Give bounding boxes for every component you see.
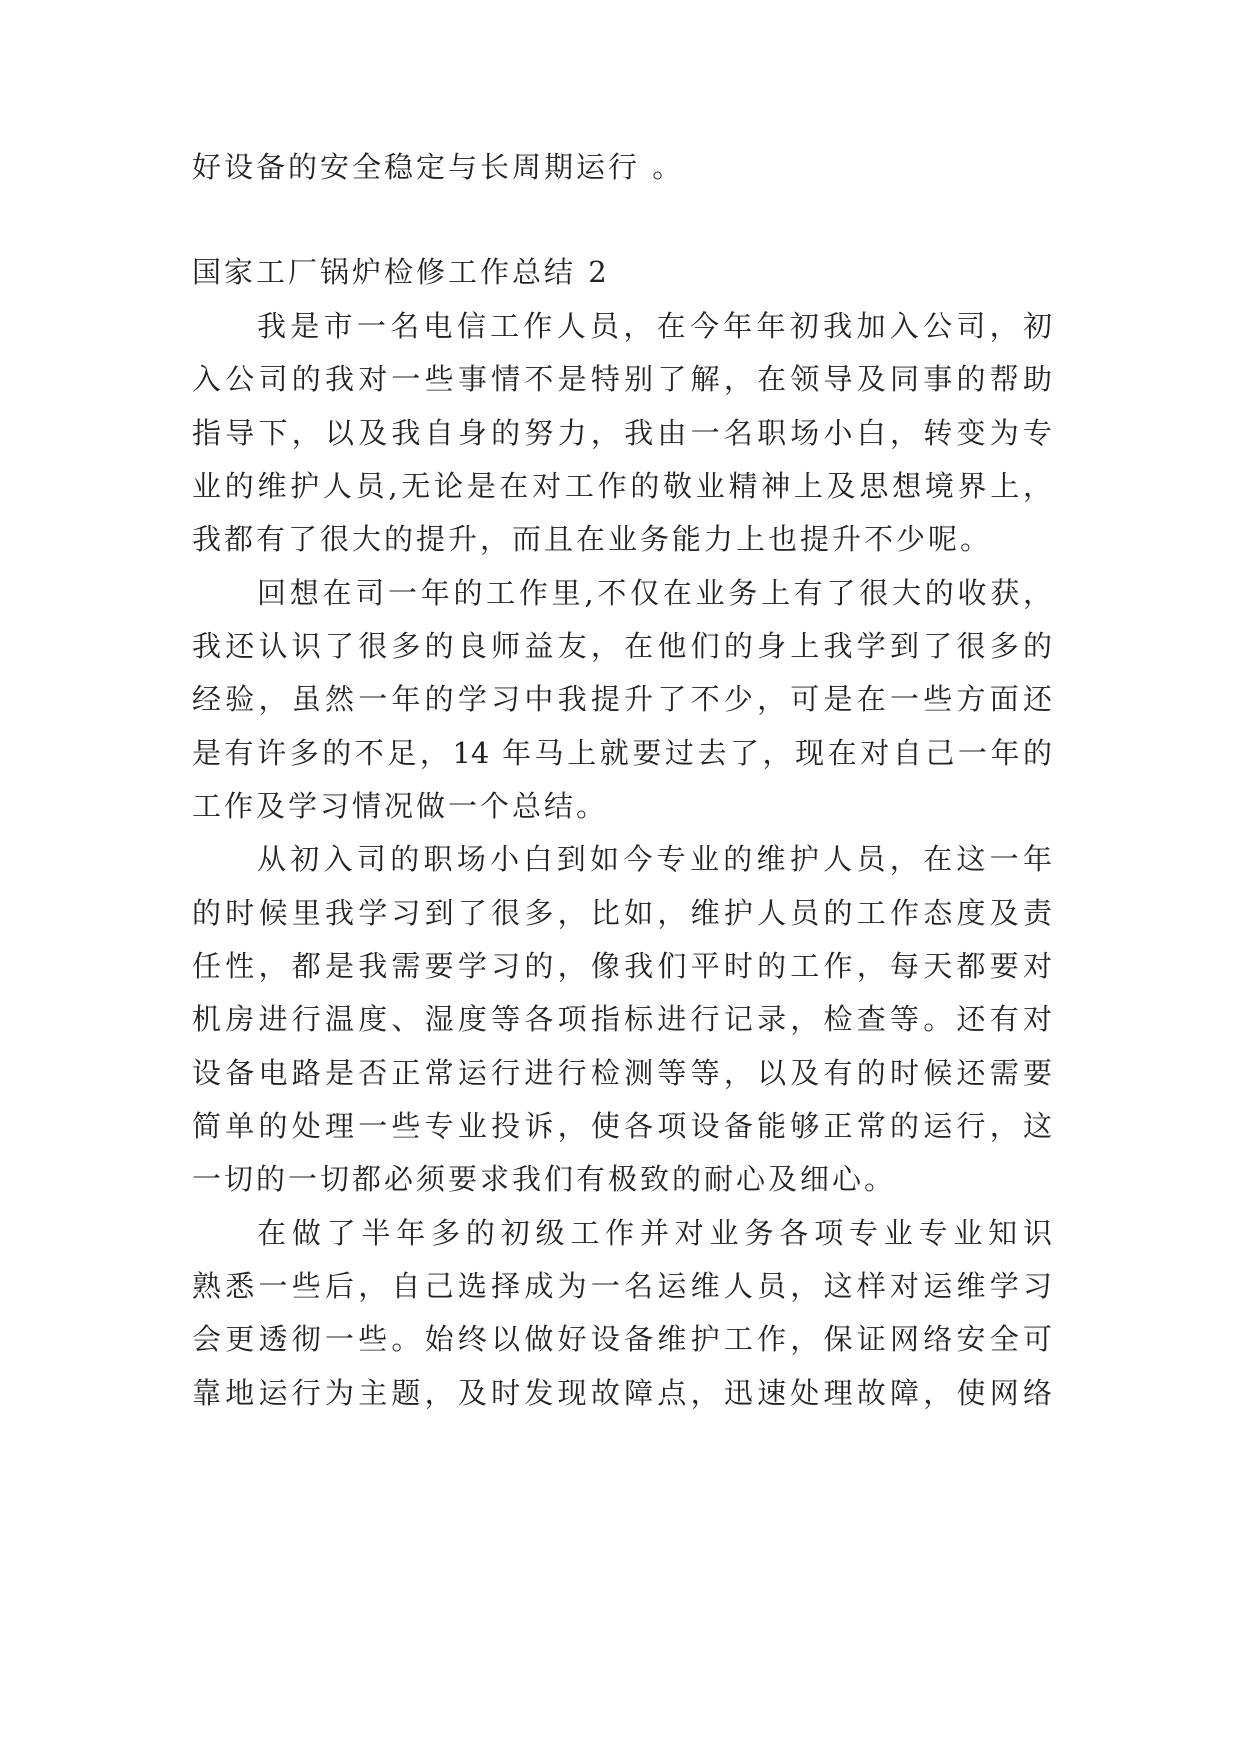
paragraph-2-line-3: 经验，虽然一年的学习中我提升了不少，可是在一些方面还 (192, 682, 1052, 716)
intro-line: 好设备的安全稳定与长周期运行 。 (192, 150, 685, 184)
section-heading: 国家工厂锅炉检修工作总结 2 (192, 255, 610, 289)
paragraph-2-line-5: 工作及学习情况做一个总结。 (192, 789, 609, 823)
paragraph-2-line-2: 我还认识了很多的良师益友，在他们的身上我学到了很多的 (192, 629, 1052, 663)
paragraph-3-line-2: 的时候里我学习到了很多，比如，维护人员的工作态度及责 (192, 896, 1052, 930)
paragraph-3-line-1: 从初入司的职场小白到如今专业的维护人员，在这一年 (257, 842, 1052, 876)
paragraph-1-line-2: 入公司的我对一些事情不是特别了解，在领导及同事的帮助 (192, 362, 1052, 396)
paragraph-4-line-4: 靠地运行为主题，及时发现故障点，迅速处理故障，使网络 (192, 1376, 1052, 1410)
paragraph-1-line-5: 我都有了很大的提升，而且在业务能力上也提升不少呢。 (192, 522, 993, 556)
paragraph-3-line-4: 机房进行温度、湿度等各项指标进行记录，检查等。还有对 (192, 1002, 1052, 1036)
paragraph-3-line-5: 设备电路是否正常运行进行检测等等，以及有的时候还需要 (192, 1056, 1052, 1090)
paragraph-3-line-7: 一切的一切都必须要求我们有极致的耐心及细心。 (192, 1162, 897, 1196)
paragraph-2-line-1: 回想在司一年的工作里,不仅在业务上有了很大的收获， (257, 576, 1052, 610)
paragraph-4-line-3: 会更透彻一些。始终以做好设备维护工作，保证网络安全可 (192, 1322, 1052, 1356)
paragraph-3-line-6: 简单的处理一些专业投诉，使各项设备能够正常的运行，这 (192, 1109, 1052, 1143)
paragraph-2-line-4: 是有许多的不足，14 年马上就要过去了，现在对自己一年的 (192, 736, 1052, 770)
paragraph-1-line-1: 我是市一名电信工作人员，在今年年初我加入公司，初 (257, 309, 1052, 343)
paragraph-3-line-3: 任性，都是我需要学习的，像我们平时的工作，每天都要对 (192, 949, 1052, 983)
paragraph-1-line-3: 指导下，以及我自身的努力，我由一名职场小白，转变为专 (192, 416, 1052, 450)
paragraph-1-line-4: 业的维护人员,无论是在对工作的敬业精神上及思想境界上， (192, 469, 1052, 503)
paragraph-4-line-1: 在做了半年多的初级工作并对业务各项专业专业知识 (257, 1216, 1052, 1250)
paragraph-4-line-2: 熟悉一些后，自己选择成为一名运维人员，这样对运维学习 (192, 1269, 1052, 1303)
